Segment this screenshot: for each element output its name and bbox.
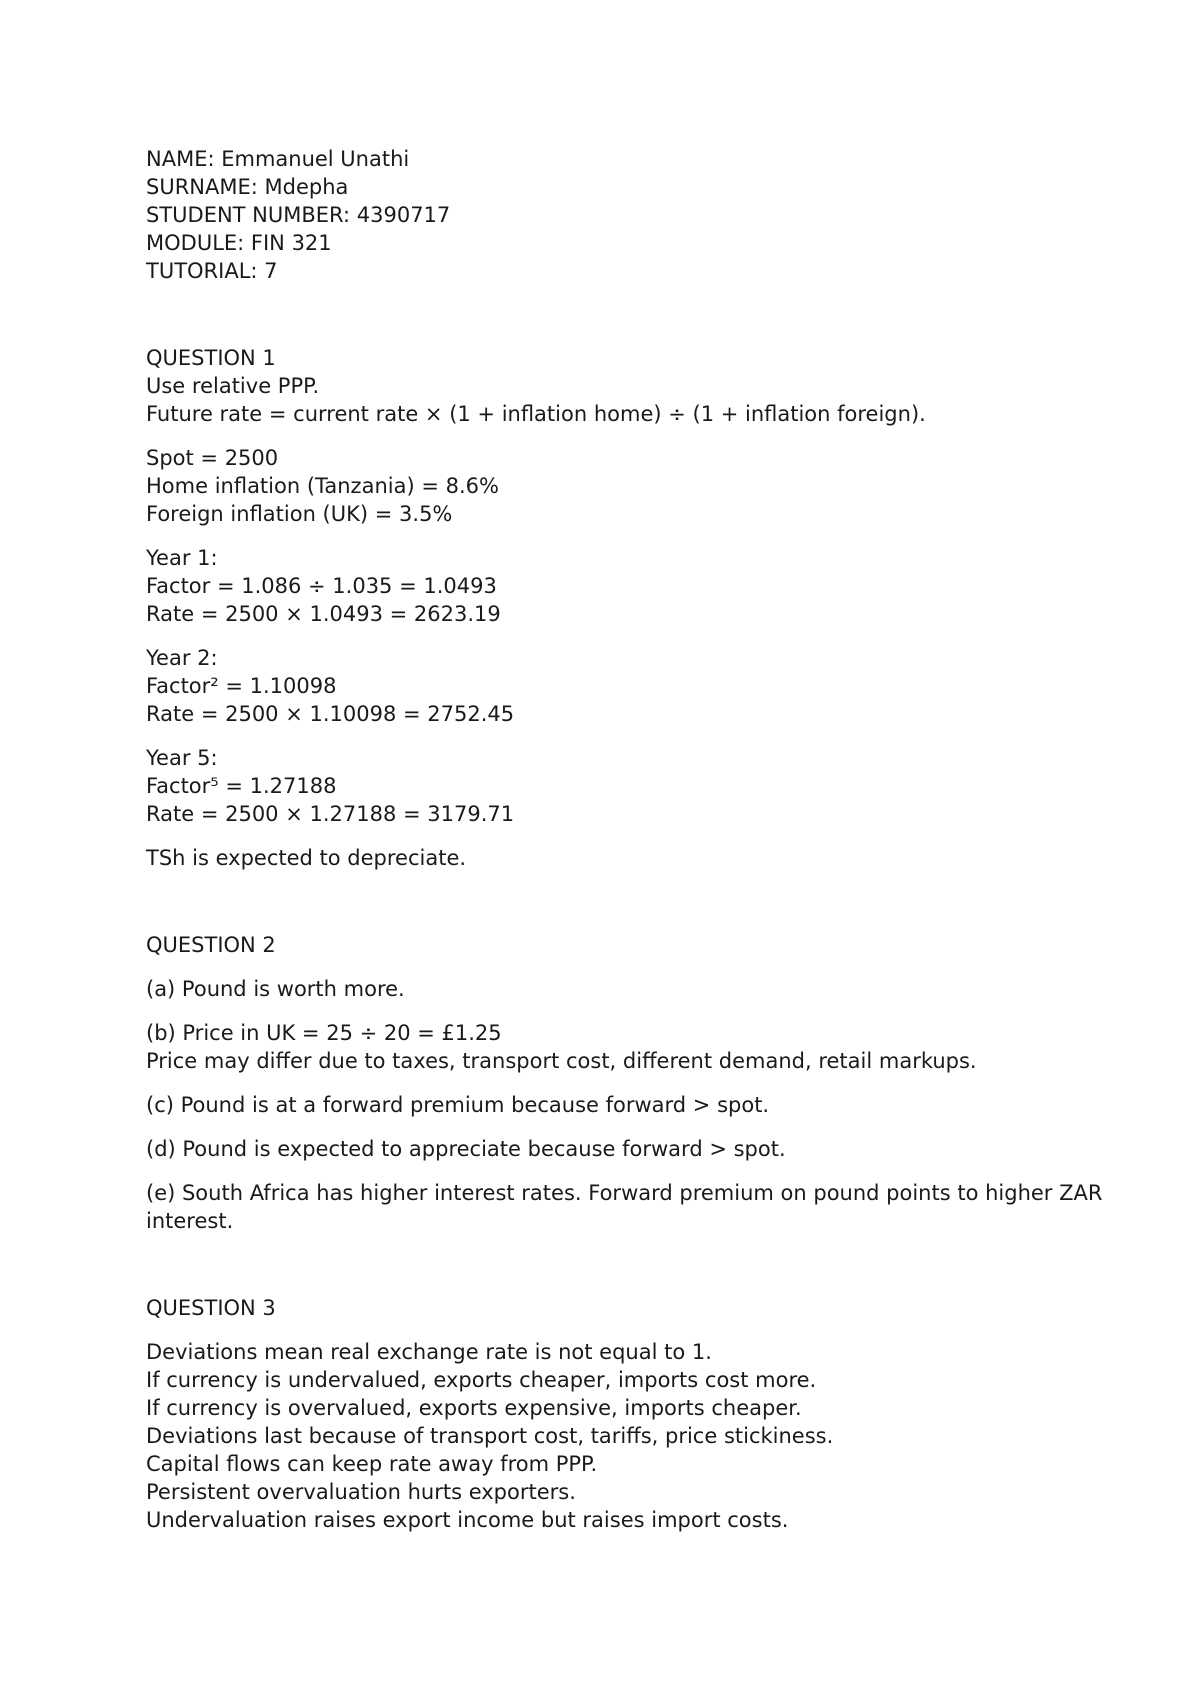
q2-part-a: (a) Pound is worth more. — [146, 977, 405, 1001]
q2-part-c: (c) Pound is at a forward premium because forward > spot. — [146, 1093, 770, 1117]
question-3-section — [146, 1294, 1126, 1534]
q1-year2-label: Year 2: — [146, 646, 218, 670]
q1-conclusion: TSh is expected to depreciate. — [146, 846, 467, 870]
q1-year5-label: Year 5: — [146, 746, 218, 770]
q3-line: Undervaluation raises export income but raises import costs. — [146, 1508, 789, 1532]
name-line: NAME: Emmanuel Unathi — [146, 147, 410, 171]
q3-line: If currency is undervalued, exports cheaper, imports cost more. — [146, 1368, 817, 1392]
q2-part-d: (d) Pound is expected to appreciate because forward > spot. — [146, 1137, 786, 1161]
q1-home-inflation-line: Home inflation (Tanzania) = 8.6% — [146, 474, 499, 498]
surname-line: SURNAME: Mdepha — [146, 175, 349, 199]
q2-part-b-reasons: Price may differ due to taxes, transport cost, different demand, retail markups. — [146, 1049, 977, 1073]
q1-formula-line: Future rate = current rate × (1 + inflation home) ÷ (1 + inflation foreign). — [146, 402, 926, 426]
student-details — [146, 145, 1126, 285]
q1-spot-line: Spot = 2500 — [146, 446, 279, 470]
question-3-heading: QUESTION 3 — [146, 1296, 276, 1320]
q1-year2-factor: Factor² = 1.10098 — [146, 674, 337, 698]
question-2-section — [146, 931, 1126, 1235]
question-1-heading: QUESTION 1 — [146, 346, 276, 370]
q1-year5-factor: Factor⁵ = 1.27188 — [146, 774, 337, 798]
question-2-heading: QUESTION 2 — [146, 933, 276, 957]
q3-line: Deviations mean real exchange rate is not equal to 1. — [146, 1340, 712, 1364]
module-line: MODULE: FIN 321 — [146, 231, 332, 255]
q3-line: Capital flows can keep rate away from PPP. — [146, 1452, 598, 1476]
question-1-section — [146, 344, 1126, 872]
q1-year2-rate: Rate = 2500 × 1.10098 = 2752.45 — [146, 702, 515, 726]
q2-part-b-price: (b) Price in UK = 25 ÷ 20 = £1.25 — [146, 1021, 502, 1045]
tutorial-line: TUTORIAL: 7 — [146, 259, 278, 283]
student-number-line: STUDENT NUMBER: 4390717 — [146, 203, 451, 227]
q3-line: If currency is overvalued, exports expensive, imports cheaper. — [146, 1396, 802, 1420]
q1-intro-line: Use relative PPP. — [146, 374, 320, 398]
q1-year1-factor: Factor = 1.086 ÷ 1.035 = 1.0493 — [146, 574, 497, 598]
q3-line: Deviations last because of transport cost, tariffs, price stickiness. — [146, 1424, 834, 1448]
q1-year5-rate: Rate = 2500 × 1.27188 = 3179.71 — [146, 802, 515, 826]
q1-year1-rate: Rate = 2500 × 1.0493 = 2623.19 — [146, 602, 501, 626]
q1-year1-label: Year 1: — [146, 546, 218, 570]
q1-foreign-inflation-line: Foreign inflation (UK) = 3.5% — [146, 502, 453, 526]
document-page — [146, 145, 1126, 1534]
q2-part-e: (e) South Africa has higher interest rates. Forward premium on pound points to higher ZAR interest. — [146, 1181, 1103, 1233]
q3-line: Persistent overvaluation hurts exporters. — [146, 1480, 576, 1504]
